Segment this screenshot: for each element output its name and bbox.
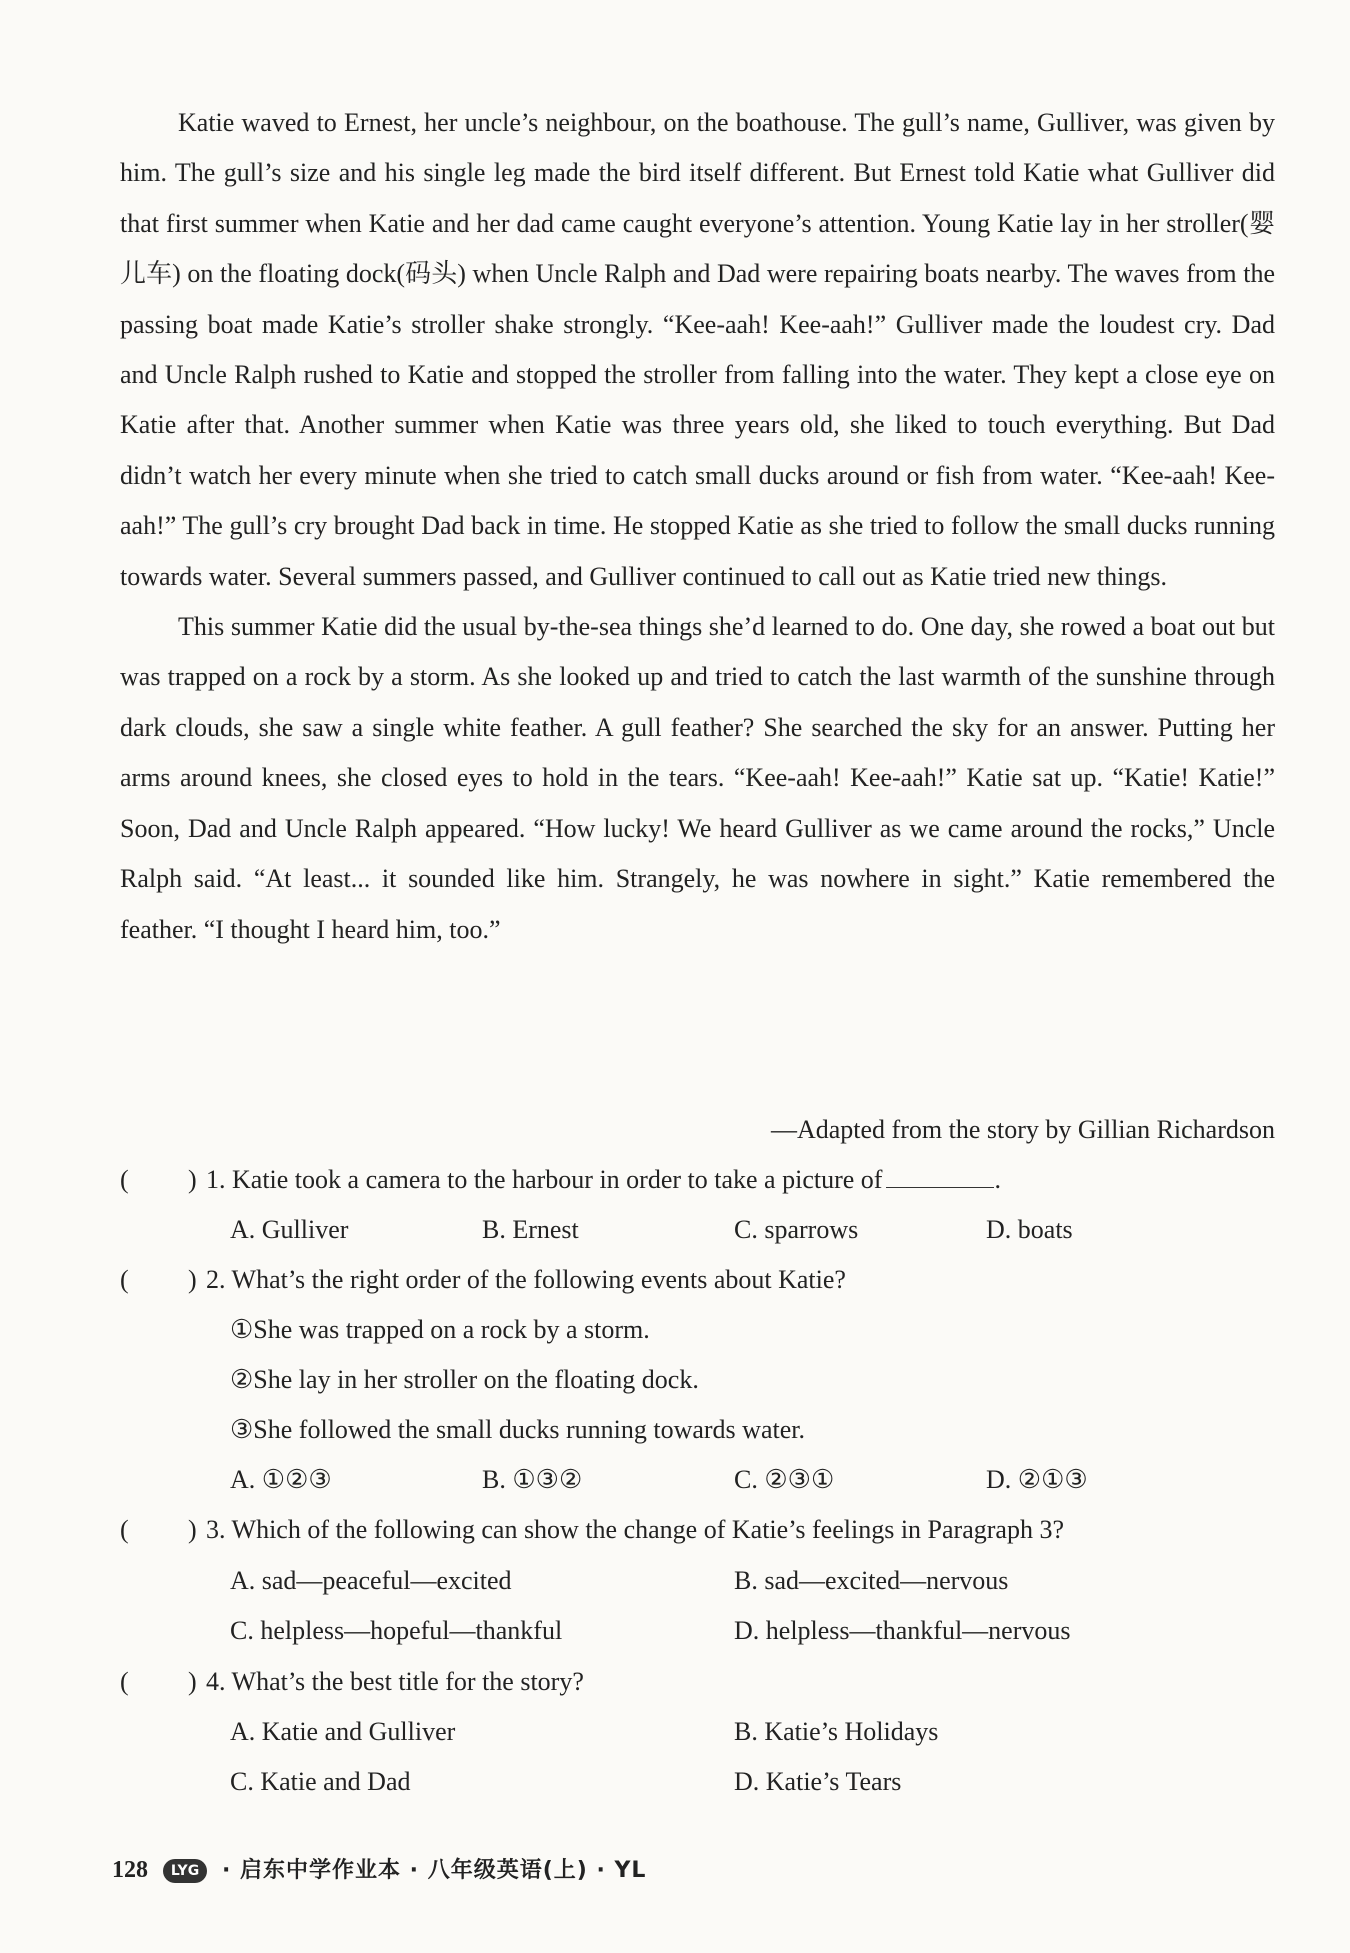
page-number: 128 [112,1857,148,1883]
q2-event-2: ②She lay in her stroller on the floating dock. [230,1365,699,1394]
question-1-end: . [994,1165,1001,1194]
q4-option-a[interactable]: A. Katie and Gulliver [230,1717,456,1746]
reading-passage [120,98,1275,955]
passage-source: —Adapted from the story by Gillian Richardson [770,1115,1275,1144]
book-title: · 启东中学作业本 · 八年级英语(上) · YL [222,1858,647,1883]
q4-option-b[interactable]: B. Katie’s Holidays [734,1717,939,1746]
passage-paragraph-2: Katie waved to Ernest, her uncle’s neighbour, on the boathouse. The gull’s name, Gulliver, was given by him. The gull’s size and his single leg made the bird itself different. But Ernest told Katie what Gulliver did that first summer when Katie and her dad came caught everyone’s attention. Young Katie lay in her stroller(婴儿车) on the floating dock(码头) when Uncle Ralph and Dad were repairing boats nearby. The waves from the passing boat made Katie’s stroller shake strongly. “Kee-aah! Kee-aah!” Gulliver made the loudest cry. Dad and Uncle Ralph rushed to Katie and stopped the stroller from falling into the water. They kept a close eye on Katie after that. Another summer when Katie was three years old, she liked to touch everything. But Dad didn’t watch her every minute when she tried to catch small ducks around or fish from water. “Kee-aah! Kee-aah!” The gull’s cry brought Dad back in time. He stopped Katie as she tried to follow the small ducks running towards water. Several summers passed, and Gulliver continued to call out as Katie tried new things. [120,108,1275,591]
q2-event-3: ③She followed the small ducks running towards water. [230,1415,805,1444]
answer-paren-close: ) [188,1667,197,1696]
question-2-text: 2. What’s the right order of the following events about Katie? [206,1265,846,1294]
q4-option-c[interactable]: C. Katie and Dad [230,1767,411,1796]
answer-paren-close: ) [188,1265,197,1294]
page-footer [112,1855,646,1886]
q1-option-d[interactable]: D. boats [986,1215,1073,1244]
q2-option-d[interactable]: D. ②①③ [986,1465,1088,1494]
q2-option-c[interactable]: C. ②③① [734,1465,835,1494]
answer-paren-close: ) [188,1515,197,1544]
q3-option-c[interactable]: C. helpless—hopeful—thankful [230,1616,563,1645]
q3-option-a[interactable]: A. sad—peaceful—excited [230,1566,512,1595]
q3-option-b[interactable]: B. sad—excited—nervous [734,1566,1009,1595]
question-3-text: 3. Which of the following can show the change of Katie’s feelings in Paragraph 3? [206,1515,1064,1544]
answer-paren-open: ( [120,1667,129,1696]
answer-paren-open: ( [120,1265,129,1294]
publisher-logo-icon: LYG [163,1859,207,1883]
question-4-text: 4. What’s the best title for the story? [206,1667,584,1696]
answer-paren-close: ) [188,1165,197,1194]
q4-option-d[interactable]: D. Katie’s Tears [734,1767,902,1796]
q1-option-a[interactable]: A. Gulliver [230,1215,349,1244]
answer-blank[interactable] [886,1161,994,1188]
answer-paren-open: ( [120,1515,129,1544]
q1-option-b[interactable]: B. Ernest [482,1215,579,1244]
q1-option-c[interactable]: C. sparrows [734,1215,859,1244]
question-text [206,1155,1001,1205]
answer-paren-open: ( [120,1165,129,1194]
passage-paragraph-3: This summer Katie did the usual by-the-sea things she’d learned to do. One day, she rowed a boat out but was trapped on a rock by a storm. As she looked up and tried to catch the last warmth of the sunshine through dark clouds, she saw a single white feather. A gull feather? She searched the sky for an answer. Putting her arms around knees, she closed eyes to hold in the tears. “Kee-aah! Kee-aah!” Katie sat up. “Katie! Katie!” Soon, Dad and Uncle Ralph appeared. “How lucky! We heard Gulliver as we came around the rocks,” Uncle Ralph said. “At least... it sounded like him. Strangely, he was nowhere in sight.” Katie remembered the feather. “I thought I heard him, too.” [120,612,1275,944]
question-1-text: 1. Katie took a camera to the harbour in order to take a picture of [206,1165,883,1194]
q2-event-1: ①She was trapped on a rock by a storm. [230,1315,650,1344]
q2-option-a[interactable]: A. ①②③ [230,1465,332,1494]
q2-option-b[interactable]: B. ①③② [482,1465,583,1494]
q3-option-d[interactable]: D. helpless—thankful—nervous [734,1616,1071,1645]
